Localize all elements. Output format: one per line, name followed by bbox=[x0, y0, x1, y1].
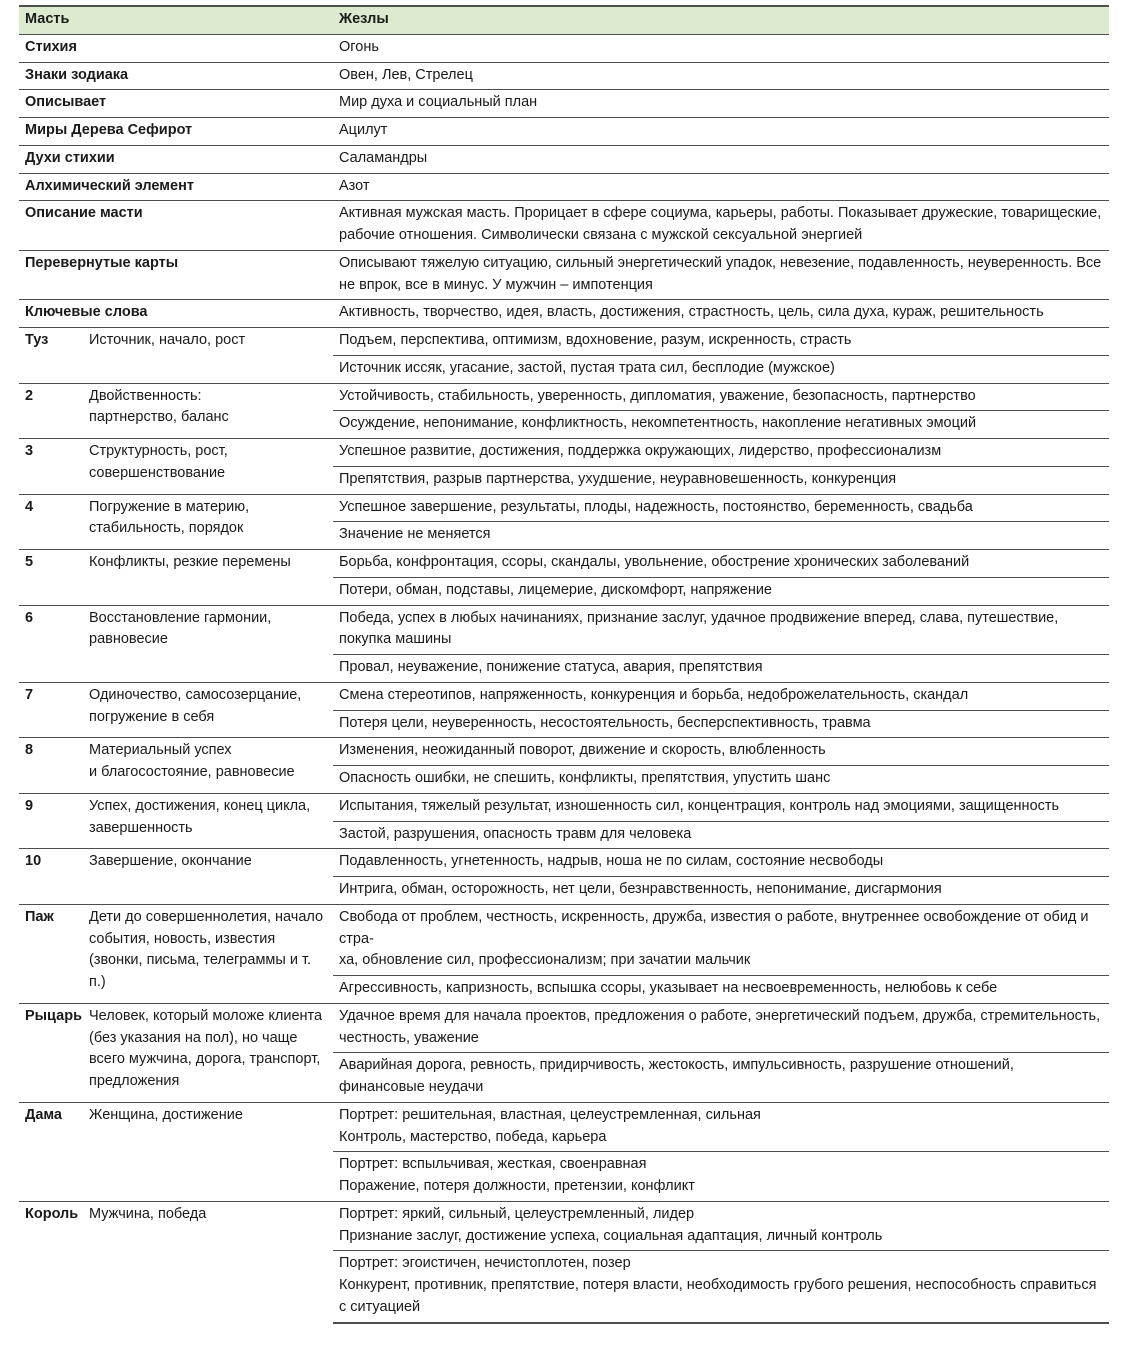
card-meaning: Женщина, достижение bbox=[85, 1102, 333, 1201]
card-upright: Подавленность, угнетенность, надрыв, ноша не по силам, состояние несвободы bbox=[333, 849, 1109, 877]
card-name: 10 bbox=[19, 849, 85, 905]
card-reversed: Застой, разрушения, опасность травм для человека bbox=[333, 821, 1109, 849]
info-label: Перевернутые карты bbox=[19, 250, 333, 300]
info-row bbox=[19, 90, 1109, 118]
card-name: 5 bbox=[19, 550, 85, 606]
info-label: Стихия bbox=[19, 34, 333, 62]
card-name: Король bbox=[19, 1201, 85, 1322]
info-label: Миры Дерева Сефирот bbox=[19, 118, 333, 146]
card-meaning: Завершение, окончание bbox=[85, 849, 333, 905]
card-upright: Успешное завершение, результаты, плоды, надежность, постоянство, беременность, свадьба bbox=[333, 494, 1109, 522]
card-name: 7 bbox=[19, 682, 85, 738]
info-label: Духи стихии bbox=[19, 145, 333, 173]
card-upright: Портрет: решительная, властная, целеустремленная, сильная Контроль, мастерство, победа, карьера bbox=[333, 1102, 1109, 1152]
info-label: Знаки зодиака bbox=[19, 62, 333, 90]
info-label: Ключевые слова bbox=[19, 300, 333, 328]
card-upright: Изменения, неожиданный поворот, движение и скорость, влюбленность bbox=[333, 738, 1109, 766]
tarot-suit-table-wrapper bbox=[19, 5, 1109, 1324]
card-upright: Успешное развитие, достижения, поддержка окружающих, лидерство, профессионализм bbox=[333, 439, 1109, 467]
card-meaning: Двойственность: партнерство, баланс bbox=[85, 383, 333, 439]
card-meaning: Материальный успех и благосостояние, равновесие bbox=[85, 738, 333, 794]
card-reversed: Аварийная дорога, ревность, придирчивость, жестокость, импульсивность, разрушение отношений, финансовые неудачи bbox=[333, 1053, 1109, 1103]
info-label: Описание масти bbox=[19, 201, 333, 251]
card-row bbox=[19, 439, 1109, 467]
card-upright: Смена стереотипов, напряженность, конкуренция и борьба, недоброжелательность, скандал bbox=[333, 682, 1109, 710]
info-label: Описывает bbox=[19, 90, 333, 118]
card-row bbox=[19, 682, 1109, 710]
card-name: 4 bbox=[19, 494, 85, 550]
card-upright: Подъем, перспектива, оптимизм, вдохновение, разум, искренность, страсть bbox=[333, 328, 1109, 356]
card-upright: Свобода от проблем, честность, искренность, дружба, известия о работе, внутреннее освобождение от обид и стра- ха, обновление сил, профессионализм; при зачатии мальчик bbox=[333, 904, 1109, 975]
card-reversed: Потеря цели, неуверенность, несостоятельность, бесперспективность, травма bbox=[333, 710, 1109, 738]
card-name: Паж bbox=[19, 904, 85, 1003]
card-upright: Победа, успех в любых начинаниях, признание заслуг, удачное продвижение вперед, слава, путешествие, покупка машины bbox=[333, 605, 1109, 655]
info-label: Алхимический элемент bbox=[19, 173, 333, 201]
card-row bbox=[19, 605, 1109, 655]
card-name: 6 bbox=[19, 605, 85, 682]
info-value: Мир духа и социальный план bbox=[333, 90, 1109, 118]
card-reversed: Портрет: эгоистичен, нечистоплотен, позер Конкурент, противник, препятствие, потеря власти, необходимость грубого решения, неспособность справиться с ситуацией bbox=[333, 1251, 1109, 1323]
table-body bbox=[19, 34, 1109, 1322]
card-reversed: Интрига, обман, осторожность, нет цели, безнравственность, непонимание, дисгармония bbox=[333, 877, 1109, 905]
card-reversed: Агрессивность, капризность, вспышка ссоры, указывает на несвоевременность, нелюбовь к себе bbox=[333, 976, 1109, 1004]
card-row bbox=[19, 1102, 1109, 1152]
card-upright: Устойчивость, стабильность, уверенность, дипломатия, уважение, безопасность, партнерство bbox=[333, 383, 1109, 411]
info-value: Саламандры bbox=[333, 145, 1109, 173]
card-meaning: Успех, достижения, конец цикла, завершенность bbox=[85, 793, 333, 849]
card-reversed: Значение не меняется bbox=[333, 522, 1109, 550]
table-header bbox=[19, 6, 1109, 34]
card-row bbox=[19, 383, 1109, 411]
card-upright: Удачное время для начала проектов, предложения о работе, энергетический подъем, дружба, стремительность, честность, уважение bbox=[333, 1003, 1109, 1053]
card-reversed: Портрет: вспыльчивая, жесткая, своенравная Поражение, потеря должности, претензии, конфликт bbox=[333, 1152, 1109, 1202]
card-name: Дама bbox=[19, 1102, 85, 1201]
card-reversed: Источник иссяк, угасание, застой, пустая трата сил, бесплодие (мужское) bbox=[333, 355, 1109, 383]
card-meaning: Структурность, рост, совершенствование bbox=[85, 439, 333, 495]
info-row bbox=[19, 145, 1109, 173]
card-row bbox=[19, 793, 1109, 821]
info-value: Овен, Лев, Стрелец bbox=[333, 62, 1109, 90]
wands-suit-table bbox=[19, 5, 1109, 1324]
card-row bbox=[19, 1003, 1109, 1053]
card-name: 2 bbox=[19, 383, 85, 439]
card-row bbox=[19, 738, 1109, 766]
info-row bbox=[19, 118, 1109, 146]
card-reversed: Препятствия, разрыв партнерства, ухудшение, неуравновешенность, конкуренция bbox=[333, 466, 1109, 494]
info-row bbox=[19, 300, 1109, 328]
card-meaning: Одиночество, самосозерцание, погружение в себя bbox=[85, 682, 333, 738]
card-row bbox=[19, 494, 1109, 522]
card-row bbox=[19, 849, 1109, 877]
card-meaning: Источник, начало, рост bbox=[85, 328, 333, 384]
card-name: 8 bbox=[19, 738, 85, 794]
info-row bbox=[19, 250, 1109, 300]
card-reversed: Потери, обман, подставы, лицемерие, дискомфорт, напряжение bbox=[333, 577, 1109, 605]
card-name: Рыцарь bbox=[19, 1003, 85, 1102]
info-value: Азот bbox=[333, 173, 1109, 201]
card-meaning: Человек, который моложе клиента (без указания на пол), но чаще всего мужчина, дорога, транспорт, предложения bbox=[85, 1003, 333, 1102]
info-value: Активность, творчество, идея, власть, достижения, страстность, цель, сила духа, кураж, решительность bbox=[333, 300, 1109, 328]
info-row bbox=[19, 173, 1109, 201]
card-upright: Борьба, конфронтация, ссоры, скандалы, увольнение, обострение хронических заболеваний bbox=[333, 550, 1109, 578]
card-upright: Испытания, тяжелый результат, изношенность сил, концентрация, контроль над эмоциями, защищенность bbox=[333, 793, 1109, 821]
header-suit-name: Жезлы bbox=[333, 6, 1109, 34]
info-value: Ацилут bbox=[333, 118, 1109, 146]
card-meaning: Конфликты, резкие перемены bbox=[85, 550, 333, 606]
card-row bbox=[19, 1201, 1109, 1251]
info-value: Огонь bbox=[333, 34, 1109, 62]
card-reversed: Опасность ошибки, не спешить, конфликты, препятствия, упустить шанс bbox=[333, 766, 1109, 794]
card-upright: Портрет: яркий, сильный, целеустремленный, лидер Признание заслуг, достижение успеха, социальная адаптация, личный контроль bbox=[333, 1201, 1109, 1251]
card-row bbox=[19, 328, 1109, 356]
card-meaning: Дети до совершеннолетия, начало события, новость, известия (звонки, письма, телеграммы и т. п.) bbox=[85, 904, 333, 1003]
card-reversed: Осуждение, непонимание, конфликтность, некомпетентность, накопление негативных эмоций bbox=[333, 411, 1109, 439]
info-value: Описывают тяжелую ситуацию, сильный энергетический упадок, невезение, подавленность, неуверенность. Все не впрок, все в минус. У мужчин – импотенция bbox=[333, 250, 1109, 300]
card-name: 3 bbox=[19, 439, 85, 495]
card-row bbox=[19, 550, 1109, 578]
card-meaning: Восстановление гармонии, равновесие bbox=[85, 605, 333, 682]
info-row bbox=[19, 34, 1109, 62]
card-meaning: Мужчина, победа bbox=[85, 1201, 333, 1322]
card-name: 9 bbox=[19, 793, 85, 849]
card-meaning: Погружение в материю, стабильность, порядок bbox=[85, 494, 333, 550]
card-reversed: Провал, неуважение, понижение статуса, авария, препятствия bbox=[333, 655, 1109, 683]
info-row bbox=[19, 201, 1109, 251]
card-name: Туз bbox=[19, 328, 85, 384]
card-row bbox=[19, 904, 1109, 975]
header-suit-label: Масть bbox=[19, 6, 333, 34]
info-value: Активная мужская масть. Прорицает в сфере социума, карьеры, работы. Показывает дружеские, товарищеские, рабочие отношения. Символически связана с мужской сексуальной энергией bbox=[333, 201, 1109, 251]
info-row bbox=[19, 62, 1109, 90]
